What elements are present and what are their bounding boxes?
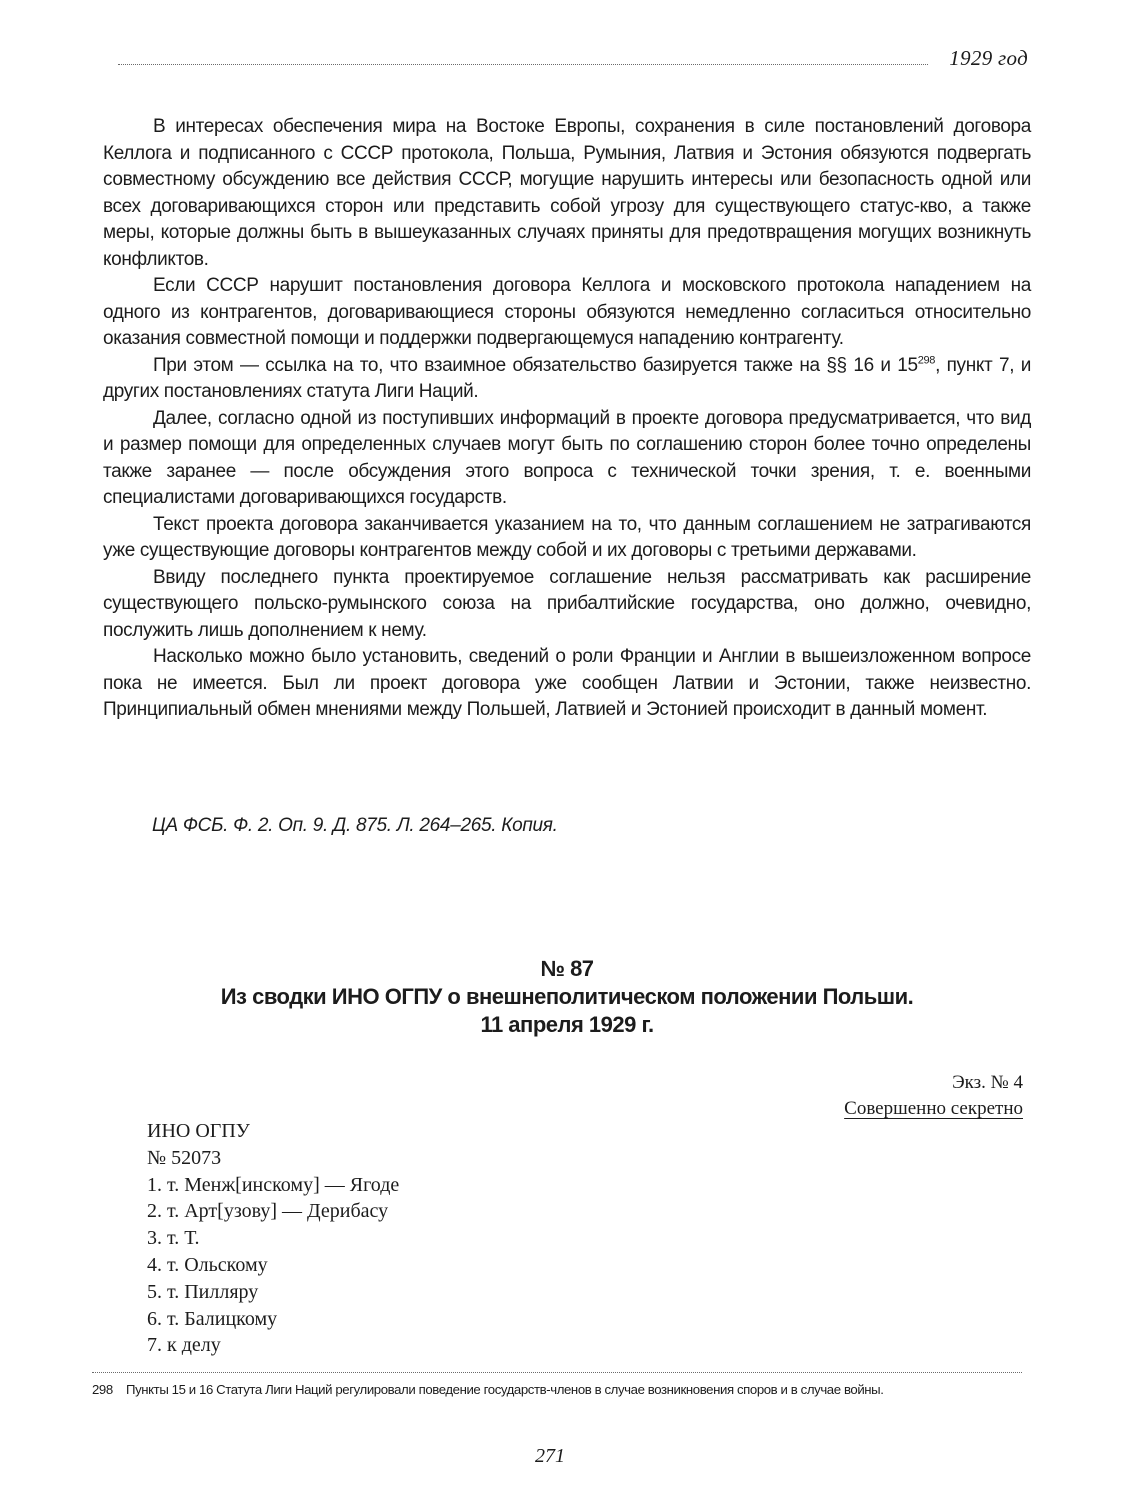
paragraph: В интересах обеспечения мира на Востоке Европы, сохранения в силе постановлений договора Келлога и подписанного с СССР протокола, Польша, Румыния, Латвия и Эстония обязуются подвергать совместному обсуждению все действия СССР, могущие нарушить интересы или безопасность одной или всех договаривающихся сторон или представить собой угрозу для существующего статус-кво, а также меры, которые должны быть в вышеуказанных случаях приняты для предотвращения могущих возникнуть конфликтов. — [103, 116, 1031, 270]
document-heading — [103, 955, 1031, 1039]
distribution-list — [147, 1118, 399, 1359]
paragraph: Текст проекта договора заканчивается указанием на то, что данным соглашением не затрагиваются уже существующие договоры контрагентов между собой и их договоры с третьими державами. — [103, 513, 1031, 561]
paragraph — [103, 353, 1031, 406]
document-title: Из сводки ИНО ОГПУ о внешнеполитическом положении Польши. — [220, 984, 914, 1009]
paragraph: Насколько можно было установить, сведений о роли Франции и Англии в вышеизложенном вопросе пока не имеется. Был ли проект договора уже сообщен Латвии и Эстонии, также неизвестно. Принципиальный обмен мнениями между Польшей, Латвией и Эстонией происходит в данный момент. — [103, 646, 1031, 720]
running-head — [118, 44, 1028, 72]
running-head-year: 1929 год — [949, 46, 1028, 70]
archival-source: ЦА ФСБ. Ф. 2. Оп. 9. Д. 875. Л. 264–265. Копия. — [152, 815, 558, 836]
paragraph-text: , пункт 7, и других постановлениях статута Лиги Наций. — [103, 354, 1031, 402]
paragraph: Если СССР нарушит постановления договора Келлога и московского протокола нападением на одного из контрагентов, договаривающиеся стороны обязуются немедленно согласиться относительно оказания совместной помощи и поддержки подвергающемуся нападению контрагенту. — [103, 275, 1031, 349]
copy-info — [844, 1070, 1023, 1122]
distribution-item: 3. т. Т. — [147, 1227, 200, 1250]
sender: ИНО ОГПУ — [147, 1120, 250, 1142]
distribution-item: 7. к делу — [147, 1334, 221, 1357]
distribution-item: 2. т. Арт[узову] — Дерибасу — [147, 1200, 389, 1223]
footnote-number: 298 — [92, 1382, 113, 1397]
distribution-item: 5. т. Пилляру — [147, 1280, 259, 1303]
document-date: 11 апреля 1929 г. — [480, 1012, 654, 1037]
reference-number: № 52073 — [147, 1146, 222, 1169]
document-number: № 87 — [540, 956, 594, 981]
paragraph: Ввиду последнего пункта проектируемое соглашение нельзя рассматривать как расширение существующего польско-румынского союза на прибалтийские государства, оно должно, очевидно, послужить лишь дополнением к нему. — [103, 566, 1031, 641]
distribution-item: 4. т. Ольскому — [147, 1253, 268, 1276]
paragraph: Далее, согласно одной из поступивших информаций в проекте договора предусматривается, что вид и размер помощи для определенных случаев могут быть по соглашению сторон более точно определены также заранее — после обсуждения этого вопроса с технической точки зрения, т. е. военными специалистами договаривающихся государств. — [103, 407, 1031, 508]
header-rule — [118, 64, 928, 65]
distribution-item: 6. т. Балицкому — [147, 1307, 278, 1330]
footnote-text: Пункты 15 и 16 Статута Лиги Наций регулировали поведение государств-членов в случае возникновения споров и в случае войны. — [126, 1382, 884, 1397]
copy-number: Экз. № 4 — [952, 1072, 1023, 1093]
footnote — [92, 1382, 1032, 1397]
paragraph-text: При этом — ссылка на то, что взаимное обязательство базируется также на §§ 16 и 15 — [153, 354, 918, 376]
classification-mark: Совершенно секретно — [844, 1098, 1023, 1119]
body-text — [103, 114, 1031, 724]
footnote-reference[interactable]: 298 — [917, 354, 936, 367]
distribution-item: 1. т. Менж[инскому] — Ягоде — [147, 1173, 400, 1196]
page-number: 271 — [535, 1445, 565, 1467]
footnote-rule — [92, 1372, 1022, 1373]
